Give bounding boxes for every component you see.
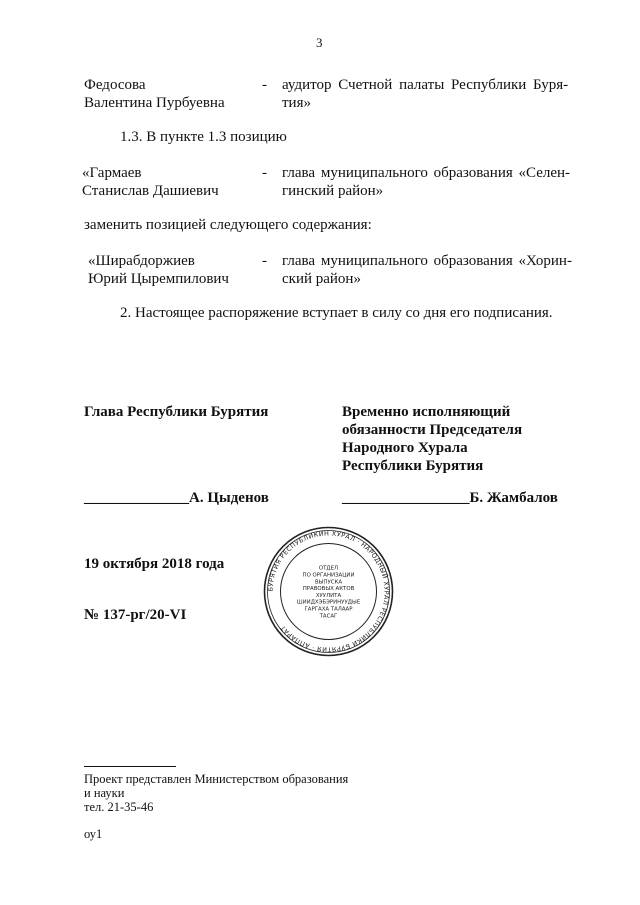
new-position-name-line1: «Ширабдоржиев xyxy=(88,253,195,269)
member-dash: - xyxy=(262,77,267,93)
right-signatory-title-line2: обязанности Председателя xyxy=(342,422,523,438)
old-position-name-line2: Станислав Дашиевич xyxy=(82,183,219,199)
seal-inner-line: ВЫПУСКА xyxy=(314,579,343,586)
seal-inner-line: ОТДЕЛ xyxy=(318,565,339,572)
member-name-line2: Валентина Пурбуевна xyxy=(84,95,225,111)
document-number: № 137-рг/20-VI xyxy=(84,607,187,623)
left-signature-line: ______________А. Цыденов xyxy=(84,490,269,506)
item-1-3: 1.3. В пункте 1.3 позицию xyxy=(120,129,287,145)
footnote-rule xyxy=(84,766,176,767)
old-position-role-line2: гинский район» xyxy=(282,183,384,199)
new-position-dash: - xyxy=(262,253,267,269)
left-signatory-title: Глава Республики Бурятия xyxy=(84,404,269,420)
new-position-role-line2: ский район» xyxy=(282,271,361,287)
footer-line1: Проект представлен Министерством образования xyxy=(84,772,349,786)
right-signatory-title-line1: Временно исполняющий xyxy=(342,404,511,420)
member-role-line2: тия» xyxy=(282,95,311,111)
document-date: 19 октября 2018 года xyxy=(84,556,225,572)
old-position-name-line1: «Гармаев xyxy=(82,165,142,181)
seal-inner-line: ПРАВОВЫХ АКТОВ xyxy=(302,586,355,593)
seal-inner-line: ТАСАГ xyxy=(319,613,338,620)
official-seal xyxy=(262,525,395,658)
right-signatory-title-line4: Республики Бурятия xyxy=(342,458,484,474)
seal-inner-line: ХУУЛИТА xyxy=(315,592,342,599)
new-position-role-line1: глава муниципального образования «Хорин- xyxy=(282,253,572,269)
item-2: 2. Настоящее распоряжение вступает в силу со дня его подписания. xyxy=(120,305,553,321)
old-position-dash: - xyxy=(262,165,267,181)
footer-line2: и науки xyxy=(84,786,125,800)
seal-inner-line: ШИИДХЭБЭРИНУУДЫЕ xyxy=(296,599,361,606)
right-signatory-title-line3: Народного Хурала xyxy=(342,440,468,456)
old-position-role-line1: глава муниципального образования «Селен- xyxy=(282,165,571,181)
right-signature-line: _________________Б. Жамбалов xyxy=(342,490,558,506)
replace-text: заменить позицией следующего содержания: xyxy=(84,217,372,233)
seal-outer-text: БУРЯТИЯ РЕСПУБЛИКИН ХУРАЛ · НАРОДНЫЙ ХУРАЛ РЕСПУБЛИКИ БУРЯТИЯ · АППАРАТ xyxy=(266,529,391,654)
member-name-line1: Федосова xyxy=(84,77,146,93)
footer-phone: тел. 21-35-46 xyxy=(84,800,154,814)
new-position-name-line2: Юрий Цыремпилович xyxy=(88,271,229,287)
seal-inner-line: ГАРГАХА ТАЛААР xyxy=(304,606,353,613)
member-role-line1: аудитор Счетной палаты Республики Буря- xyxy=(282,77,569,93)
page-number: 3 xyxy=(316,35,323,50)
footer-code: оу1 xyxy=(84,827,103,841)
seal-inner-line: ПО ОРГАНИЗАЦИИ xyxy=(302,572,355,579)
seal-inner-text xyxy=(297,566,361,620)
